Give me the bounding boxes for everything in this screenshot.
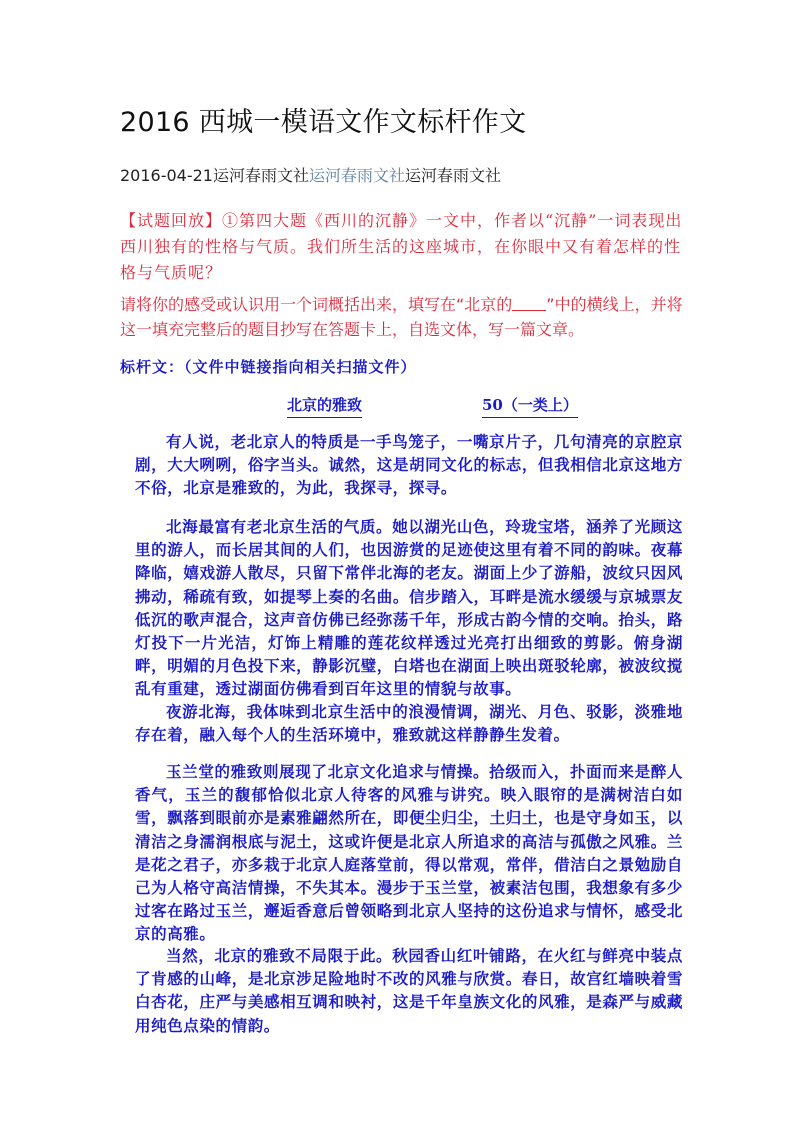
essay-paragraph-3: 夜游北海，我体味到北京生活中的浪漫情调，湖光、月色、驳影，淡雅地存在着，融入每个人的生活环境中，雅致就这样静静生发着。 [135,702,683,745]
essay-paragraph-4: 玉兰堂的雅致则展现了北京文化追求与情操。拾级而入，扑面而来是醉人香气，玉兰的馥郁恰似北京人待客的风雅与讲究。映入眼帘的是满树洁白如雪，飘落到眼前亦是素雅翩然所在，即便尘归尘，土归土，也是守身如玉，以清洁之身濡润根底与泥土，这或许便是北京人所追求的高洁与孤傲之风雅。兰是花之君子，亦多栽于北京人庭落堂前，得以常观，常伴，借洁白之景勉励自己为人格守高洁情操，不失其本。漫步于玉兰堂，被素洁包围，我想象有多少过客在路过玉兰，邂逅香意后曾领略到北京人坚持的这份追求与情怀，感受北京的高雅。 [135,762,683,944]
essay-paragraph-5: 当然，北京的雅致不局限于此。秋园香山红叶铺路，在火红与鲜亮中装点了肯感的山峰，是北京涉足险地时不改的风雅与欣赏。春日，故宫红墙映着雪白杏花，庄严与美感相互调和映衬，这是千年皇族文化的风雅，是森严与威藏用纯色点染的情韵。 [135,946,683,1035]
publish-date: 2016-04-21 [120,166,213,185]
essay-paragraph-2: 北海最富有老北京生活的气质。她以湖光山色，玲珑宝塔，涵养了光顾这里的游人，而长居其间的人们，也因游赏的足迹使这里有着不同的韵味。夜幕降临，嬉戏游人散尽，只留下常伴北海的老友。湖面上少了游船，波纹只因风拂动，稀疏有致，如提琴上奏的名曲。信步踏入，耳畔是流水缓缓与京城票友低沉的歌声混合，这声音仿佛已经弥荡千年，形成古韵今情的交响。抬头，路灯投下一片光洁，灯饰上精雕的莲花纹样透过光亮打出细致的剪影。俯身湖畔，明媚的月色投下来，静影沉璧，白塔也在湖面上映出斑驳轮廓，被波纹搅乱有重建，透过湖面仿佛看到百年这里的情貌与故事。 [135,517,683,699]
prompt-instruction [120,292,690,342]
prompt-review: 【试题回放】①第四大题《西川的沉静》一文中，作者以“沉静”一词表现出西川独有的性格与气质。我们所生活的这座城市，在你眼中又有着怎样的性格与气质呢？ [120,211,683,282]
source-name: 运河春雨文社 [212,166,309,185]
document-meta [120,163,501,186]
document-title: 2016 西城一模语文作文标杆作文 [120,107,527,138]
prompt-instruction-start: 请将你的感受或认识用一个词概括出来，填写在“北京的 [120,295,513,314]
essay-paragraph-1: 有人说，老北京人的特质是一手鸟笼子，一嘴京片子，几句清亮的京腔京剧，大大咧咧，俗字当头。诚然，这是胡同文化的标志，但我相信北京这地方不俗，北京是雅致的，为此，我探寻，探寻。 [135,432,683,498]
source-name-repeat: 运河春雨文社 [405,166,502,185]
essay-score: 50（一类上） [482,394,578,418]
prompt-instruction-end: ”中的横线上，并将这一填充完整后的题目抄写在答题卡上，自选文体，写一篇文章。 [120,295,683,339]
source-link[interactable]: 运河春雨文社 [309,166,406,185]
essay-title: 北京的雅致 [287,394,362,418]
essay-label: 标杆文：（文件中链接指向相关扫描文件） [120,358,417,376]
fill-blank-line [512,294,546,311]
